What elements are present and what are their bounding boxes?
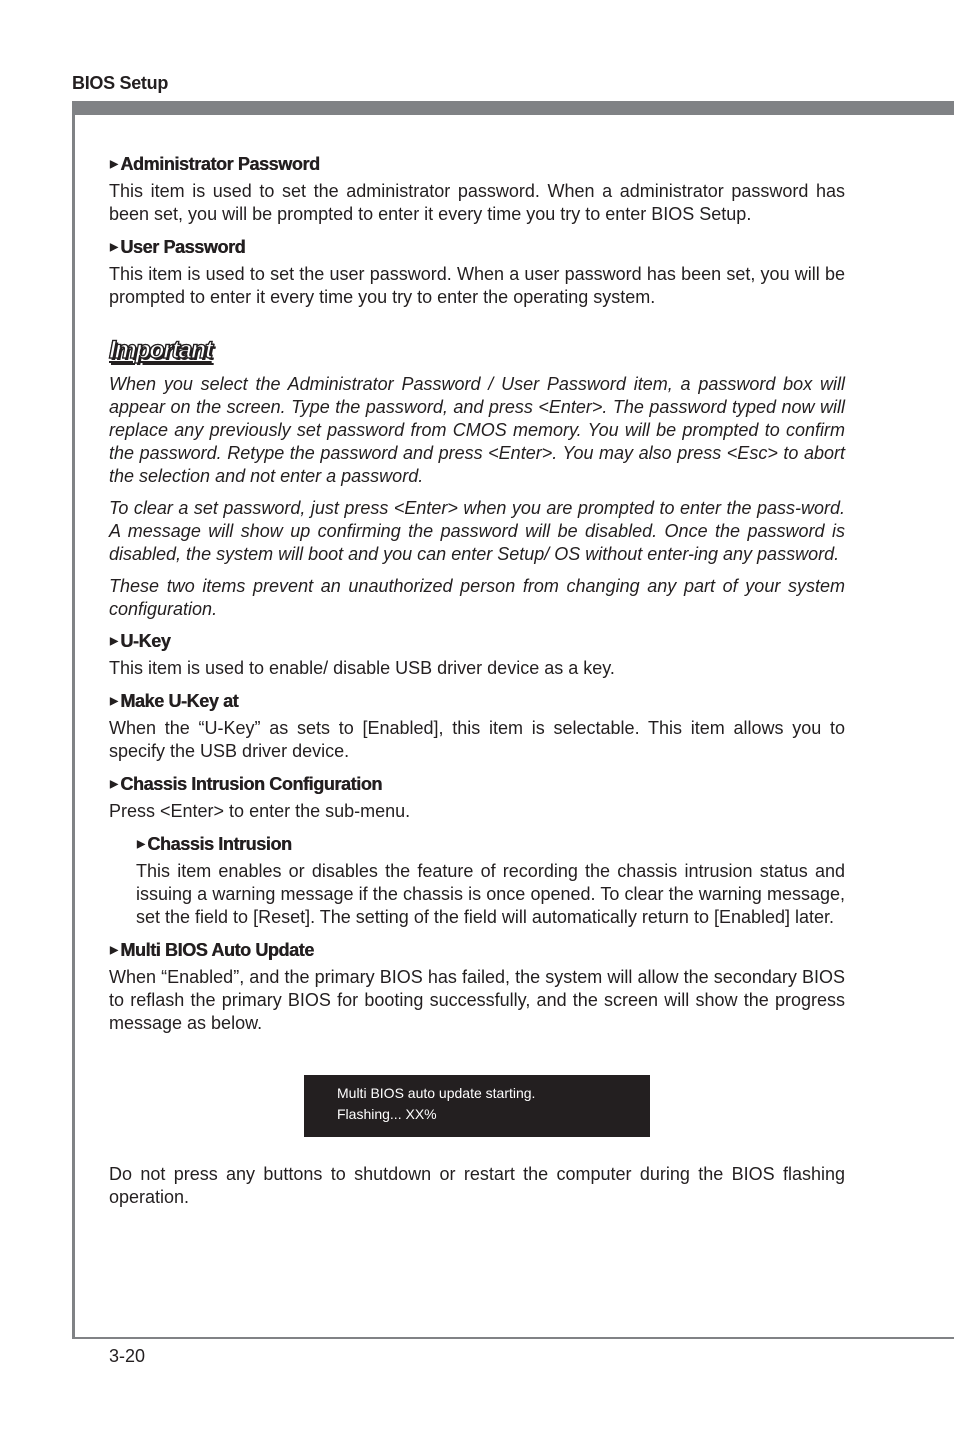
heading-u-key [109, 630, 845, 653]
footer-line [72, 1337, 954, 1339]
heading-multi-bios-auto-update [109, 939, 845, 962]
administrator-password-description: This item is used to set the administrator password. When a administrator password has been set, you will be prompted to enter it every time you try to enter BIOS Setup. [109, 181, 845, 224]
heading-make-u-key-at [109, 690, 845, 713]
triangle-right-icon: ▶ [110, 159, 118, 170]
important-note: When you select the Administrator Password / User Password item, a password box will appear on the screen. Type the password, and press <Enter>. The password typed now will replace any previously set password from CMOS memory. You will be prompted to confirm the password. Retype the password and press <Enter>. You may also press <Esc> to abort the selection and not enter a password. [109, 374, 845, 486]
heading-text: User Password [120, 237, 246, 257]
triangle-right-icon: ▶ [110, 242, 118, 253]
heading-administrator-password [109, 153, 845, 176]
chassis-config-description: Press <Enter> to enter the sub-menu. [109, 801, 411, 821]
user-password-description: This item is used to set the user password. When a user password has been set, you will be prompted to enter it every time you try to enter the operating system. [109, 264, 845, 307]
screen-message-line: Multi BIOS auto update starting. [337, 1085, 536, 1101]
heading-chassis-intrusion-configuration [109, 773, 845, 796]
heading-user-password [109, 236, 845, 259]
make-u-key-description: When the “U-Key” as sets to [Enabled], this item is selectable. This item allows you to specify the USB driver device. [109, 718, 845, 761]
header-bar [72, 101, 954, 115]
triangle-right-icon: ▶ [110, 779, 118, 790]
important-note: To clear a set password, just press <Enter> when you are prompted to enter the pass-word. A message will show up confirming the password will be disabled. Once the password is disabled, the system will boot and you can enter Setup/ OS without enter-ing any password. [109, 498, 845, 564]
page-header-title: BIOS Setup [72, 73, 169, 93]
important-note: These two items prevent an unauthorized person from changing any part of your system configuration. [109, 576, 845, 619]
chassis-intrusion-description: This item enables or disables the feature of recording the chassis intrusion status and issuing a warning message if the chassis is once opened. To clear the warning message, set the field to [Reset]. The setting of the field will automatically return to [Enabled] later. [136, 861, 845, 927]
heading-text: Chassis Intrusion [147, 834, 292, 854]
triangle-right-icon: ▶ [137, 839, 145, 850]
chassis-intrusion-subsection [136, 833, 845, 929]
heading-text: Chassis Intrusion Configuration [120, 774, 382, 794]
screen-message-line: Flashing... XX% [337, 1106, 437, 1122]
bios-screen-message [304, 1075, 650, 1137]
heading-text: Make U-Key at [120, 691, 239, 711]
heading-chassis-intrusion [136, 833, 845, 856]
left-margin-bar [72, 101, 75, 1339]
triangle-right-icon: ▶ [110, 636, 118, 647]
heading-text: Multi BIOS Auto Update [120, 940, 314, 960]
u-key-description: This item is used to enable/ disable USB driver device as a key. [109, 658, 615, 678]
multi-bios-description: When “Enabled”, and the primary BIOS has failed, the system will allow the secondary BIOS to reflash the primary BIOS for booting successfully, and the screen will show the progress message as below. [109, 967, 845, 1033]
heading-text: U-Key [120, 631, 171, 651]
triangle-right-icon: ▶ [110, 945, 118, 956]
closing-note: Do not press any buttons to shutdown or restart the computer during the BIOS flashing operation. [109, 1164, 845, 1207]
page-number: 3-20 [109, 1346, 146, 1366]
important-title: Important [109, 336, 212, 364]
heading-text: Administrator Password [120, 154, 320, 174]
triangle-right-icon: ▶ [110, 696, 118, 707]
main-content [109, 153, 845, 1045]
